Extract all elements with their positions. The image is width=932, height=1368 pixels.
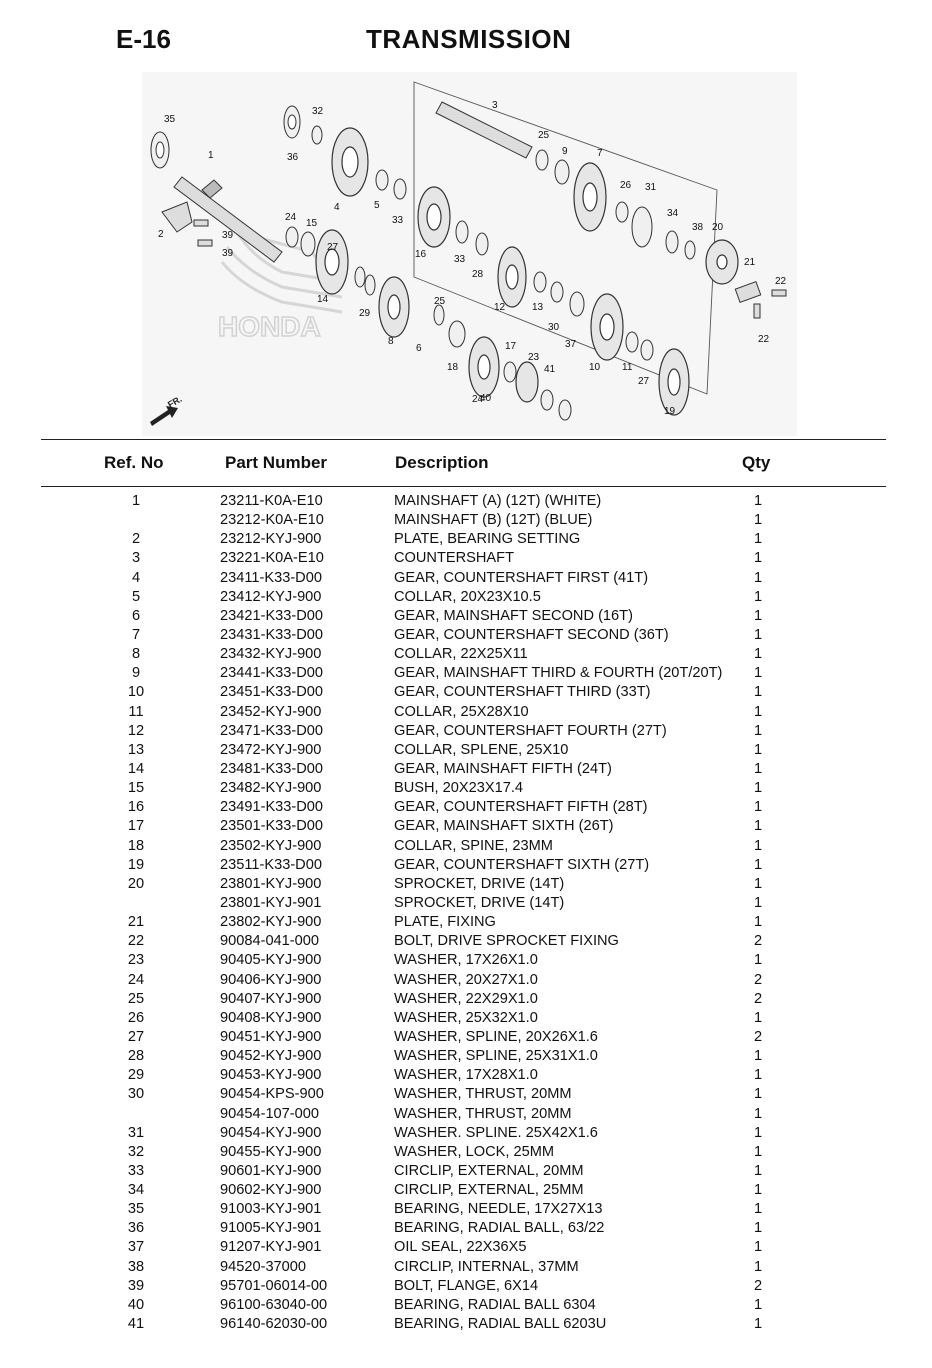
qty-cell: 1 <box>753 607 763 624</box>
countershaft <box>436 102 532 158</box>
part-number-cell: 90452-KYJ-900 <box>220 1048 322 1065</box>
svg-text:7: 7 <box>597 148 603 159</box>
table-row <box>0 741 932 760</box>
part-number-cell: 23501-K33-D00 <box>220 818 324 835</box>
qty-cell: 1 <box>753 818 763 835</box>
svg-text:38: 38 <box>692 222 704 233</box>
qty-cell: 2 <box>753 933 763 950</box>
table-row <box>0 1124 932 1143</box>
part-number-cell: 90405-KYJ-900 <box>220 952 322 969</box>
description-cell: BEARING, RADIAL BALL 6304 <box>394 1296 596 1313</box>
col-header-description: Description <box>395 453 489 472</box>
svg-text:33: 33 <box>454 254 466 265</box>
qty-cell: 1 <box>753 512 763 529</box>
ref-no-cell: 2 <box>131 531 141 548</box>
qty-cell: 1 <box>753 1182 763 1199</box>
qty-cell: 1 <box>753 646 763 663</box>
part-number-cell: 23482-KYJ-900 <box>220 780 322 797</box>
qty-cell: 2 <box>753 971 763 988</box>
qty-cell: 1 <box>753 1239 763 1256</box>
description-cell: BEARING, RADIAL BALL, 63/22 <box>394 1220 605 1237</box>
part-number-cell: 23211-K0A-E10 <box>220 493 323 509</box>
ref-no-cell: 16 <box>127 799 145 816</box>
part-number-cell: 90601-KYJ-900 <box>220 1162 322 1179</box>
description-cell: COLLAR, 20X23X10.5 <box>394 588 541 605</box>
table-row <box>0 971 932 990</box>
part-number-cell: 91003-KYJ-901 <box>220 1201 322 1218</box>
svg-text:27: 27 <box>327 242 339 253</box>
table-row <box>0 588 932 607</box>
svg-text:39: 39 <box>222 230 234 241</box>
table-row <box>0 1219 932 1238</box>
description-cell: CIRCLIP, EXTERNAL, 20MM <box>394 1162 584 1179</box>
part-number-cell: 23801-KYJ-900 <box>220 875 322 892</box>
part-number-cell: 23411-K33-D00 <box>220 569 322 586</box>
svg-text:13: 13 <box>532 302 544 313</box>
description-cell: WASHER, 17X28X1.0 <box>394 1067 538 1084</box>
table-row <box>0 1028 932 1047</box>
description-cell: GEAR, COUNTERSHAFT SIXTH (27T) <box>394 856 650 873</box>
part-number-cell: 90451-KYJ-900 <box>220 1028 322 1045</box>
table-row <box>0 951 932 970</box>
ref-no-cell: 26 <box>127 1009 145 1026</box>
part-number-cell: 23432-KYJ-900 <box>220 646 322 663</box>
part-number-cell: 23452-KYJ-900 <box>220 703 322 720</box>
svg-text:6: 6 <box>416 343 422 354</box>
qty-cell: 1 <box>753 531 763 548</box>
svg-text:25: 25 <box>538 130 550 141</box>
svg-text:27: 27 <box>638 376 650 387</box>
table-row <box>0 511 932 530</box>
svg-text:20: 20 <box>712 222 724 233</box>
qty-cell: 1 <box>753 1258 763 1275</box>
qty-cell: 1 <box>753 550 763 567</box>
qty-cell: 1 <box>753 569 763 586</box>
part-number-cell: 23472-KYJ-900 <box>220 741 322 758</box>
ref-no-cell: 20 <box>127 875 145 892</box>
qty-cell: 2 <box>753 1028 763 1045</box>
description-cell: GEAR, MAINSHAFT SECOND (16T) <box>394 607 633 624</box>
table-row <box>0 932 932 951</box>
ref-no-cell: 13 <box>127 741 145 758</box>
part-number-cell: 91005-KYJ-901 <box>220 1220 322 1237</box>
ref-no-cell: 9 <box>131 665 141 682</box>
ref-no-cell: 32 <box>127 1143 145 1160</box>
qty-cell: 1 <box>753 856 763 873</box>
part-number-cell: 90454-KYJ-900 <box>220 1124 322 1141</box>
description-cell: GEAR, COUNTERSHAFT FIFTH (28T) <box>394 799 648 816</box>
svg-text:15: 15 <box>306 218 318 229</box>
ref-no-cell: 22 <box>127 933 145 950</box>
table-row <box>0 1085 932 1104</box>
ref-no-cell: 39 <box>127 1277 145 1294</box>
ref-no-cell: 3 <box>131 550 141 567</box>
page-code: E-16 <box>116 24 171 54</box>
svg-text:17: 17 <box>505 341 517 352</box>
part-number-cell: 23221-K0A-E10 <box>220 550 324 567</box>
qty-cell: 1 <box>753 703 763 720</box>
part-number-cell: 95701-06014-00 <box>220 1277 328 1294</box>
svg-text:18: 18 <box>447 362 459 373</box>
part-number-cell: 23212-K0A-E10 <box>220 512 324 529</box>
description-cell: MAINSHAFT (B) (12T) (BLUE) <box>394 512 593 529</box>
ref-no-cell: 37 <box>127 1239 145 1256</box>
table-row <box>0 1315 932 1334</box>
part-number-cell: 23431-K33-D00 <box>220 626 324 643</box>
qty-cell: 2 <box>753 990 763 1007</box>
part-number-cell: 90454-107-000 <box>220 1105 319 1122</box>
part-number-cell: 23471-K33-D00 <box>220 722 324 739</box>
table-row <box>0 1162 932 1181</box>
table-row <box>0 664 932 683</box>
qty-cell: 1 <box>753 1162 763 1179</box>
description-cell: WASHER, SPLINE, 25X31X1.0 <box>394 1048 598 1065</box>
svg-text:5: 5 <box>374 200 380 211</box>
ref-no-cell: 33 <box>127 1162 145 1179</box>
qty-cell: 1 <box>753 1105 763 1122</box>
table-row <box>0 1181 932 1200</box>
description-cell: GEAR, COUNTERSHAFT THIRD (33T) <box>394 684 651 701</box>
ref-no-cell: 19 <box>127 856 145 873</box>
table-row <box>0 990 932 1009</box>
part-number-cell: 23441-K33-D00 <box>220 665 324 682</box>
svg-text:36: 36 <box>287 152 299 163</box>
svg-text:8: 8 <box>388 336 394 347</box>
parts-table <box>0 492 932 1334</box>
part-number-cell: 23412-KYJ-900 <box>220 588 322 605</box>
table-row <box>0 1296 932 1315</box>
qty-cell: 1 <box>753 741 763 758</box>
table-row <box>0 530 932 549</box>
part-number-cell: 90408-KYJ-900 <box>220 1009 322 1026</box>
table-row <box>0 1105 932 1124</box>
table-row <box>0 569 932 588</box>
description-cell: WASHER, LOCK, 25MM <box>394 1143 555 1160</box>
ref-no-cell: 38 <box>127 1258 145 1275</box>
ref-no-cell: 28 <box>127 1048 145 1065</box>
description-cell: WASHER, THRUST, 20MM <box>394 1086 572 1103</box>
table-row <box>0 817 932 836</box>
qty-cell: 1 <box>753 780 763 797</box>
ref-no-cell: 25 <box>127 990 145 1007</box>
ref-no-cell: 8 <box>131 646 141 663</box>
ref-no-cell: 10 <box>127 684 145 701</box>
qty-cell: 1 <box>753 1009 763 1026</box>
ref-no-cell: 24 <box>127 971 145 988</box>
description-cell: WASHER. SPLINE. 25X42X1.6 <box>394 1124 598 1141</box>
description-cell: GEAR, MAINSHAFT FIFTH (24T) <box>394 760 612 777</box>
svg-text:12: 12 <box>494 302 506 313</box>
part-number-cell: 96100-63040-00 <box>220 1296 328 1313</box>
part-number-cell: 23802-KYJ-900 <box>220 914 322 931</box>
qty-cell: 1 <box>753 684 763 701</box>
header-top-rule <box>41 439 886 440</box>
description-cell: GEAR, MAINSHAFT THIRD & FOURTH (20T/20T) <box>394 665 723 682</box>
ref-no-cell: 4 <box>131 569 141 586</box>
front-arrow-icon <box>150 394 184 426</box>
svg-text:9: 9 <box>562 146 568 157</box>
svg-text:1: 1 <box>208 150 214 161</box>
header-bottom-rule <box>41 486 886 487</box>
table-row <box>0 856 932 875</box>
svg-text:39: 39 <box>222 248 234 259</box>
table-row <box>0 837 932 856</box>
part-number-cell: 94520-37000 <box>220 1258 307 1275</box>
description-cell: WASHER, 17X26X1.0 <box>394 952 538 969</box>
description-cell: GEAR, COUNTERSHAFT SECOND (36T) <box>394 626 669 643</box>
svg-text:40: 40 <box>480 393 492 404</box>
table-row <box>0 1066 932 1085</box>
ref-no-cell: 7 <box>131 626 141 643</box>
svg-text:24: 24 <box>472 394 484 405</box>
part-number-cell: 23801-KYJ-901 <box>220 894 322 911</box>
ref-no-cell: 15 <box>127 780 145 797</box>
table-row <box>0 722 932 741</box>
description-cell: COLLAR, SPINE, 23MM <box>394 837 553 854</box>
qty-cell: 1 <box>753 837 763 854</box>
part-number-cell: 23491-K33-D00 <box>220 799 324 816</box>
qty-cell: 1 <box>753 1048 763 1065</box>
table-row <box>0 798 932 817</box>
description-cell: OIL SEAL, 22X36X5 <box>394 1239 527 1256</box>
description-cell: COLLAR, 22X25X11 <box>394 646 528 663</box>
table-row <box>0 913 932 932</box>
col-header-qty: Qty <box>742 453 771 472</box>
qty-cell: 1 <box>753 1296 763 1313</box>
part-number-cell: 23451-K33-D00 <box>220 684 324 701</box>
part-number-cell: 23212-KYJ-900 <box>220 531 322 548</box>
description-cell: COUNTERSHAFT <box>394 550 514 567</box>
description-cell: GEAR, MAINSHAFT SIXTH (26T) <box>394 818 614 835</box>
description-cell: BEARING, RADIAL BALL 6203U <box>394 1316 607 1333</box>
ref-no-cell: 30 <box>127 1086 145 1103</box>
part-number-cell: 90602-KYJ-900 <box>220 1182 322 1199</box>
svg-text:14: 14 <box>317 294 329 305</box>
ref-no-cell: 29 <box>127 1067 145 1084</box>
qty-cell: 1 <box>753 1086 763 1103</box>
svg-text:22: 22 <box>758 334 770 345</box>
table-row <box>0 875 932 894</box>
table-row <box>0 1143 932 1162</box>
ref-no-cell: 23 <box>127 952 145 969</box>
ref-no-cell: 14 <box>127 760 145 777</box>
svg-text:10: 10 <box>589 362 601 373</box>
description-cell: PLATE, BEARING SETTING <box>394 531 581 548</box>
qty-cell: 1 <box>753 588 763 605</box>
svg-text:34: 34 <box>667 208 679 219</box>
col-header-part-number: Part Number <box>225 453 328 472</box>
qty-cell: 1 <box>753 1201 763 1218</box>
ref-no-cell: 17 <box>127 818 145 835</box>
ref-no-cell: 35 <box>127 1201 145 1218</box>
part-number-cell: 90407-KYJ-900 <box>220 990 322 1007</box>
description-cell: COLLAR, SPLENE, 25X10 <box>394 741 569 758</box>
description-cell: SPROCKET, DRIVE (14T) <box>394 894 565 911</box>
ref-no-cell: 11 <box>128 703 144 720</box>
svg-text:35: 35 <box>164 114 176 125</box>
description-cell: WASHER, THRUST, 20MM <box>394 1105 572 1122</box>
ref-no-cell: 41 <box>127 1316 145 1333</box>
ref-no-cell: 12 <box>127 722 145 739</box>
svg-text:28: 28 <box>472 269 484 280</box>
description-cell: GEAR, COUNTERSHAFT FOURTH (27T) <box>394 722 667 739</box>
svg-text:4: 4 <box>334 202 340 213</box>
svg-text:31: 31 <box>645 182 657 193</box>
ref-no-cell: 34 <box>127 1182 145 1199</box>
description-cell: BEARING, NEEDLE, 17X27X13 <box>394 1201 603 1218</box>
svg-text:26: 26 <box>620 180 632 191</box>
part-number-cell: 90453-KYJ-900 <box>220 1067 322 1084</box>
svg-text:3: 3 <box>492 100 498 111</box>
description-cell: PLATE, FIXING <box>394 914 496 931</box>
qty-cell: 1 <box>753 799 763 816</box>
qty-cell: 1 <box>753 1124 763 1141</box>
svg-text:41: 41 <box>544 364 556 375</box>
svg-text:11: 11 <box>622 362 633 373</box>
ref-no-cell: 1 <box>131 493 141 509</box>
table-row <box>0 1277 932 1296</box>
qty-cell: 1 <box>753 760 763 777</box>
qty-cell: 1 <box>753 626 763 643</box>
table-row <box>0 894 932 913</box>
table-row <box>0 703 932 722</box>
description-cell: SPROCKET, DRIVE (14T) <box>394 875 565 892</box>
svg-text:21: 21 <box>744 257 756 268</box>
qty-cell: 1 <box>753 894 763 911</box>
part-number-cell: 91207-KYJ-901 <box>220 1239 322 1256</box>
svg-text:23: 23 <box>528 352 540 363</box>
table-row <box>0 1258 932 1277</box>
svg-text:33: 33 <box>392 215 404 226</box>
svg-text:FR.: FR. <box>166 393 184 410</box>
ref-no-cell: 40 <box>127 1296 145 1313</box>
ref-no-cell: 31 <box>127 1124 145 1141</box>
part-number-cell: 90454-KPS-900 <box>220 1086 324 1103</box>
qty-cell: 1 <box>753 1143 763 1160</box>
table-row <box>0 549 932 568</box>
ref-no-cell: 21 <box>127 914 145 931</box>
svg-text:19: 19 <box>664 406 676 417</box>
ref-no-cell: 5 <box>131 588 141 605</box>
qty-cell: 1 <box>753 1220 763 1237</box>
qty-cell: 1 <box>753 493 763 509</box>
qty-cell: 1 <box>753 875 763 892</box>
ref-no-cell: 18 <box>127 837 145 854</box>
description-cell: GEAR, COUNTERSHAFT FIRST (41T) <box>394 569 649 586</box>
description-cell: WASHER, 20X27X1.0 <box>394 971 538 988</box>
honda-watermark: HONDA <box>218 311 321 342</box>
description-cell: MAINSHAFT (A) (12T) (WHITE) <box>394 493 602 509</box>
svg-text:2: 2 <box>158 229 164 240</box>
description-cell: WASHER, SPLINE, 20X26X1.6 <box>394 1028 598 1045</box>
part-number-cell: 90406-KYJ-900 <box>220 971 322 988</box>
table-row <box>0 760 932 779</box>
qty-cell: 1 <box>753 952 763 969</box>
description-cell: COLLAR, 25X28X10 <box>394 703 529 720</box>
description-cell: CIRCLIP, INTERNAL, 37MM <box>394 1258 579 1275</box>
exploded-parts-diagram <box>142 72 797 436</box>
part-number-cell: 23481-K33-D00 <box>220 760 324 777</box>
part-number-cell: 23502-KYJ-900 <box>220 837 322 854</box>
part-number-cell: 23421-K33-D00 <box>220 607 324 624</box>
table-row <box>0 492 932 511</box>
ref-no-cell: 36 <box>127 1220 145 1237</box>
part-number-cell: 23511-K33-D00 <box>220 856 322 873</box>
qty-cell: 1 <box>753 1067 763 1084</box>
table-row <box>0 1238 932 1257</box>
ref-no-cell: 27 <box>127 1028 145 1045</box>
svg-text:29: 29 <box>359 308 371 319</box>
table-row <box>0 1047 932 1066</box>
qty-cell: 1 <box>753 665 763 682</box>
part-number-cell: 90084-041-000 <box>220 933 319 950</box>
table-row <box>0 1009 932 1028</box>
table-row <box>0 607 932 626</box>
description-cell: BOLT, DRIVE SPROCKET FIXING <box>394 933 619 950</box>
description-cell: WASHER, 25X32X1.0 <box>394 1009 538 1026</box>
table-row <box>0 779 932 798</box>
svg-text:37: 37 <box>565 339 577 350</box>
svg-text:30: 30 <box>548 322 560 333</box>
svg-text:32: 32 <box>312 106 324 117</box>
col-header-ref: Ref. No <box>104 453 164 472</box>
part-number-cell: 90455-KYJ-900 <box>220 1143 322 1160</box>
description-cell: BOLT, FLANGE, 6X14 <box>394 1277 539 1294</box>
svg-text:25: 25 <box>434 296 446 307</box>
qty-cell: 1 <box>753 914 763 931</box>
qty-cell: 1 <box>753 722 763 739</box>
description-cell: CIRCLIP, EXTERNAL, 25MM <box>394 1182 584 1199</box>
description-cell: BUSH, 20X23X17.4 <box>394 780 523 797</box>
ref-no-cell: 6 <box>131 607 141 624</box>
svg-text:16: 16 <box>415 249 427 260</box>
part-number-cell: 96140-62030-00 <box>220 1316 328 1333</box>
qty-cell: 2 <box>753 1277 763 1294</box>
table-row <box>0 1200 932 1219</box>
description-cell: WASHER, 22X29X1.0 <box>394 990 538 1007</box>
qty-cell: 1 <box>753 1316 763 1333</box>
page-title: TRANSMISSION <box>366 24 572 54</box>
table-row <box>0 645 932 664</box>
svg-text:22: 22 <box>775 276 787 287</box>
table-row <box>0 683 932 702</box>
svg-text:24: 24 <box>285 212 297 223</box>
table-row <box>0 626 932 645</box>
